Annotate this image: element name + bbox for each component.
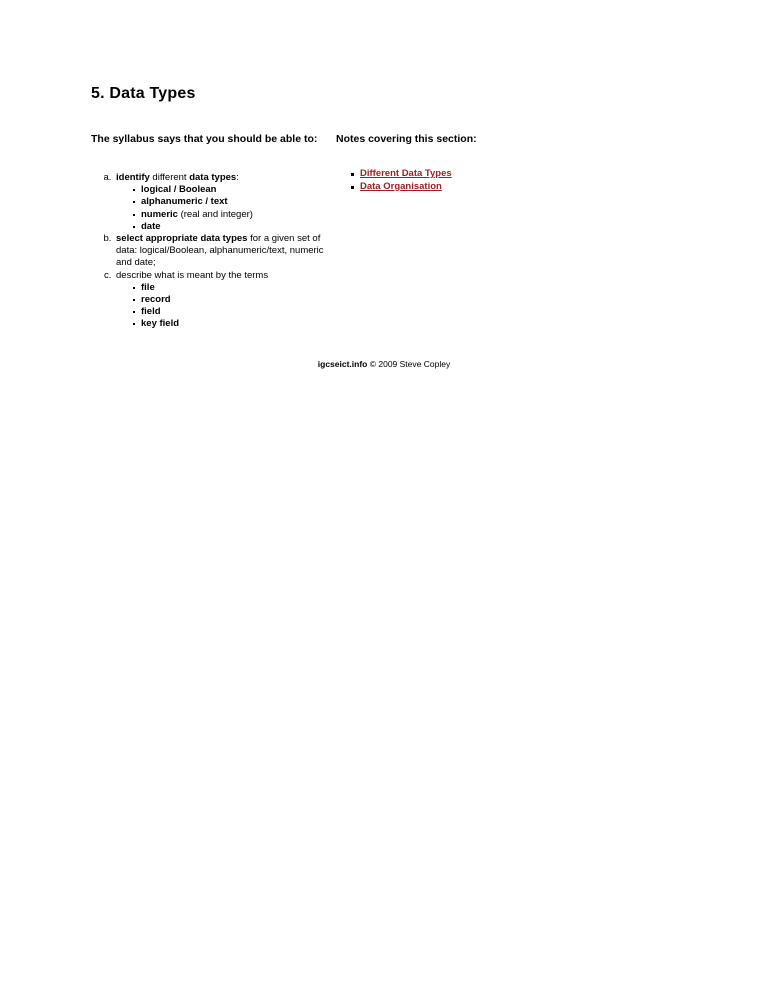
notes-heading: Notes covering this section: [336, 133, 477, 145]
syllabus-sublist [116, 282, 326, 331]
list-item [133, 306, 326, 318]
sub-item-label: numeric [141, 208, 178, 220]
list-item [133, 282, 326, 294]
syllabus-item-text [116, 172, 326, 184]
syllabus-item-text [116, 233, 326, 270]
list-item [133, 318, 326, 330]
sub-item-label: record [141, 294, 171, 306]
syllabus-sublist [116, 184, 326, 233]
syllabus-list [91, 172, 326, 331]
sub-item-label: alphanumeric / text [141, 196, 228, 208]
list-item [114, 270, 326, 331]
syllabus-item-tail: : [236, 172, 239, 183]
list-item [114, 233, 326, 270]
list-item [352, 168, 586, 181]
list-item [133, 196, 326, 208]
syllabus-item-middle: for a given set of data: logical/Boolean, alphanumeric/text, numeric and date; [116, 233, 324, 269]
notes-column [336, 132, 586, 194]
footer-copyright: © 2009 Steve Copley [367, 359, 451, 369]
sub-item-label: key field [141, 318, 180, 330]
syllabus-column [91, 132, 326, 331]
notes-link-data-organisation[interactable]: Data Organisation [360, 181, 442, 192]
syllabus-item-keyword-2: data types [189, 172, 237, 183]
list-item [133, 209, 326, 221]
list-item [114, 172, 326, 233]
sub-item-label: date [141, 220, 161, 232]
sub-item-label: logical / Boolean [141, 184, 217, 196]
page-title: 5. Data Types [91, 84, 196, 102]
list-item [133, 221, 326, 233]
list-item [133, 294, 326, 306]
list-item [352, 181, 586, 194]
list-item [133, 184, 326, 196]
notes-link-list [336, 168, 586, 194]
sub-item-label: field [141, 306, 161, 318]
notes-link-different-data-types[interactable]: Different Data Types [360, 168, 452, 179]
sub-item-note: (real and integer) [177, 208, 253, 220]
footer-site-name: igcseict.info [317, 359, 368, 369]
sub-item-label: file [141, 281, 155, 293]
syllabus-item-keyword: select appropriate data types [116, 233, 248, 245]
syllabus-item-middle: different [149, 172, 190, 183]
syllabus-item-keyword: identify [116, 172, 150, 183]
page-footer [0, 358, 768, 370]
syllabus-heading: The syllabus says that you should be able to: [91, 133, 318, 145]
syllabus-item-text: c. describe what is meant by the terms [116, 269, 269, 281]
